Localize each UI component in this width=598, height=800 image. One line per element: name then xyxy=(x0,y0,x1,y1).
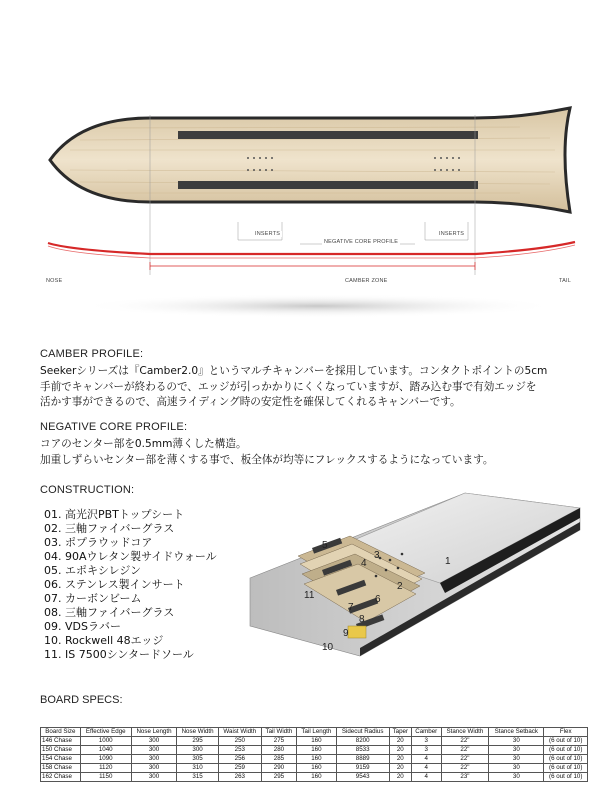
layer-label-4: 4 xyxy=(361,558,367,569)
table-cell: 160 xyxy=(297,773,336,782)
col-header: Taper xyxy=(389,728,411,737)
table-cell: 20 xyxy=(389,755,411,764)
table-cell: 22" xyxy=(441,764,489,773)
col-header: Nose Length xyxy=(131,728,176,737)
specs-body xyxy=(41,737,588,782)
table-cell: 20 xyxy=(389,746,411,755)
table-cell: 158 Chase xyxy=(41,764,81,773)
tail-label: TAIL xyxy=(559,278,572,284)
col-header: Effective Edge xyxy=(80,728,131,737)
table-cell: 280 xyxy=(261,746,297,755)
table-cell: 300 xyxy=(131,746,176,755)
negative-core-label: NEGATIVE CORE PROFILE xyxy=(324,239,399,245)
table-cell: 8889 xyxy=(336,755,389,764)
camber-line: 手前でキャンバーが終わるので、エッジが引っかかりにくくなっていますが、踏み込む事で有効エッジを xyxy=(40,380,537,393)
table-cell: 253 xyxy=(218,746,261,755)
construction-item: 05. エポキシレジン xyxy=(44,564,142,577)
table-cell: 295 xyxy=(177,737,219,746)
table-row xyxy=(41,764,588,773)
table-cell: 20 xyxy=(389,773,411,782)
table-cell: 259 xyxy=(218,764,261,773)
table-cell: 30 xyxy=(489,746,544,755)
table-cell: 9159 xyxy=(336,764,389,773)
construction-item: 01. 高光沢PBTトップシート xyxy=(44,508,185,521)
camber-line: Seekerシリーズは『Camber2.0』というマルチキャンバーを採用しています。コンタクトポイントの5cm xyxy=(40,365,548,377)
construction-item: 02. 三軸ファイバーグラス xyxy=(44,522,175,535)
table-cell: 30 xyxy=(489,755,544,764)
table-cell: 1000 xyxy=(80,737,131,746)
table-cell: 300 xyxy=(131,773,176,782)
negative-core-section xyxy=(40,421,580,468)
layer-label-11: 11 xyxy=(304,590,315,601)
layer-sidewall xyxy=(348,626,366,638)
table-cell: 1040 xyxy=(80,746,131,755)
camber-zone-bracket xyxy=(150,262,475,270)
table-cell: 275 xyxy=(261,737,297,746)
col-header: Nose Width xyxy=(177,728,219,737)
table-cell: 22" xyxy=(441,737,489,746)
col-header: Waist Width xyxy=(218,728,261,737)
table-cell: 22" xyxy=(441,746,489,755)
construction-item: 06. ステンレス製インサート xyxy=(44,578,185,591)
negative-core-line: コアのセンター部を0.5mm薄くした構造。 xyxy=(40,438,247,450)
table-cell: (6 out of 10) xyxy=(544,737,588,746)
table-cell: 23" xyxy=(441,773,489,782)
col-header: Sidecut Radius xyxy=(336,728,389,737)
camber-title: CAMBER PROFILE: xyxy=(40,348,144,360)
table-cell: 305 xyxy=(177,755,219,764)
construction-item: 09. VDSラバー xyxy=(44,620,121,633)
camber-section xyxy=(40,348,580,411)
camber-body xyxy=(40,364,580,411)
negative-core-title: NEGATIVE CORE PROFILE: xyxy=(40,421,188,433)
table-cell: 150 Chase xyxy=(41,746,81,755)
table-cell: 160 xyxy=(297,746,336,755)
col-header: Stance Setback xyxy=(489,728,544,737)
table-cell: 1150 xyxy=(80,773,131,782)
layer-label-10: 10 xyxy=(322,642,334,653)
col-header: Tail Length xyxy=(297,728,336,737)
table-cell: 285 xyxy=(261,755,297,764)
negative-core-line: 加重しずらいセンター部を薄くする事で、板全体が均等にフレックスするようになっています。 xyxy=(40,453,494,466)
table-cell: 8533 xyxy=(336,746,389,755)
table-cell: 160 xyxy=(297,755,336,764)
construction-item: 04. 90Aウレタン製サイドウォール xyxy=(44,550,217,563)
board-illustration xyxy=(0,0,598,330)
table-cell: 154 Chase xyxy=(41,755,81,764)
negative-core-body xyxy=(40,437,580,468)
construction-item: 08. 三軸ファイバーグラス xyxy=(44,606,175,619)
carbon-beam-bottom xyxy=(178,181,478,189)
table-cell: 300 xyxy=(131,764,176,773)
table-cell: 310 xyxy=(177,764,219,773)
table-cell: (6 out of 10) xyxy=(544,773,588,782)
board-outline xyxy=(50,108,570,212)
table-cell: 30 xyxy=(489,764,544,773)
table-cell: 22" xyxy=(441,755,489,764)
table-cell: 20 xyxy=(389,737,411,746)
table-cell: 30 xyxy=(489,773,544,782)
table-cell: 146 Chase xyxy=(41,737,81,746)
layer-label-6: 6 xyxy=(375,594,381,605)
specs-header-row xyxy=(41,728,588,737)
table-cell: 1090 xyxy=(80,755,131,764)
table-cell: 4 xyxy=(411,773,441,782)
table-cell: (6 out of 10) xyxy=(544,755,588,764)
inserts-left-label: INSERTS xyxy=(255,231,281,237)
table-cell: 300 xyxy=(131,755,176,764)
table-cell: (6 out of 10) xyxy=(544,746,588,755)
table-cell: 290 xyxy=(261,764,297,773)
construction-item: 07. カーボンビーム xyxy=(44,592,142,605)
table-row xyxy=(41,746,588,755)
layer-label-3: 3 xyxy=(374,550,380,561)
table-cell: 250 xyxy=(218,737,261,746)
table-row xyxy=(41,755,588,764)
construction-item: 10. Rockwell 48エッジ xyxy=(44,634,164,647)
table-cell: 1120 xyxy=(80,764,131,773)
table-cell: 160 xyxy=(297,737,336,746)
camber-zone-label: CAMBER ZONE xyxy=(345,278,388,284)
construction-item: 03. ポプラウッドコア xyxy=(44,536,153,549)
carbon-beam-top xyxy=(178,131,478,139)
table-cell: 30 xyxy=(489,737,544,746)
table-cell: 295 xyxy=(261,773,297,782)
col-header: Camber xyxy=(411,728,441,737)
table-cell: 3 xyxy=(411,746,441,755)
col-header: Tail Width xyxy=(261,728,297,737)
layer-label-1: 1 xyxy=(445,556,451,567)
table-cell: 162 Chase xyxy=(41,773,81,782)
col-header: Flex xyxy=(544,728,588,737)
board-diagram xyxy=(0,0,598,330)
layer-label-5: 5 xyxy=(322,540,328,551)
table-cell: (6 out of 10) xyxy=(544,764,588,773)
col-header: Board Size xyxy=(41,728,81,737)
specs-title: BOARD SPECS: xyxy=(40,694,123,706)
table-cell: 256 xyxy=(218,755,261,764)
layer-label-8: 8 xyxy=(359,614,365,625)
table-row xyxy=(41,773,588,782)
table-cell: 315 xyxy=(177,773,219,782)
table-cell: 160 xyxy=(297,764,336,773)
layer-label-9: 9 xyxy=(343,628,349,639)
construction-title: CONSTRUCTION: xyxy=(40,484,135,496)
inserts-right-label: INSERTS xyxy=(439,231,465,237)
table-cell: 4 xyxy=(411,755,441,764)
camber-line: 活かす事ができるので、高速ライディング時の安定性を確保してくれるキャンバーです。 xyxy=(40,396,461,408)
table-cell: 263 xyxy=(218,773,261,782)
table-cell: 300 xyxy=(177,746,219,755)
table-cell: 4 xyxy=(411,764,441,773)
board-shadow xyxy=(78,294,558,318)
table-cell: 3 xyxy=(411,737,441,746)
construction-layers-illustration xyxy=(240,478,585,678)
layer-label-7: 7 xyxy=(348,602,354,613)
table-cell: 300 xyxy=(131,737,176,746)
table-cell: 20 xyxy=(389,764,411,773)
table-row xyxy=(41,737,588,746)
construction-item: 11. IS 7500シンタードソール xyxy=(44,648,194,661)
table-cell: 9543 xyxy=(336,773,389,782)
nose-label: NOSE xyxy=(46,278,63,284)
layer-label-2: 2 xyxy=(397,581,403,592)
col-header: Stance Width xyxy=(441,728,489,737)
specs-table xyxy=(40,727,588,782)
table-cell: 8200 xyxy=(336,737,389,746)
